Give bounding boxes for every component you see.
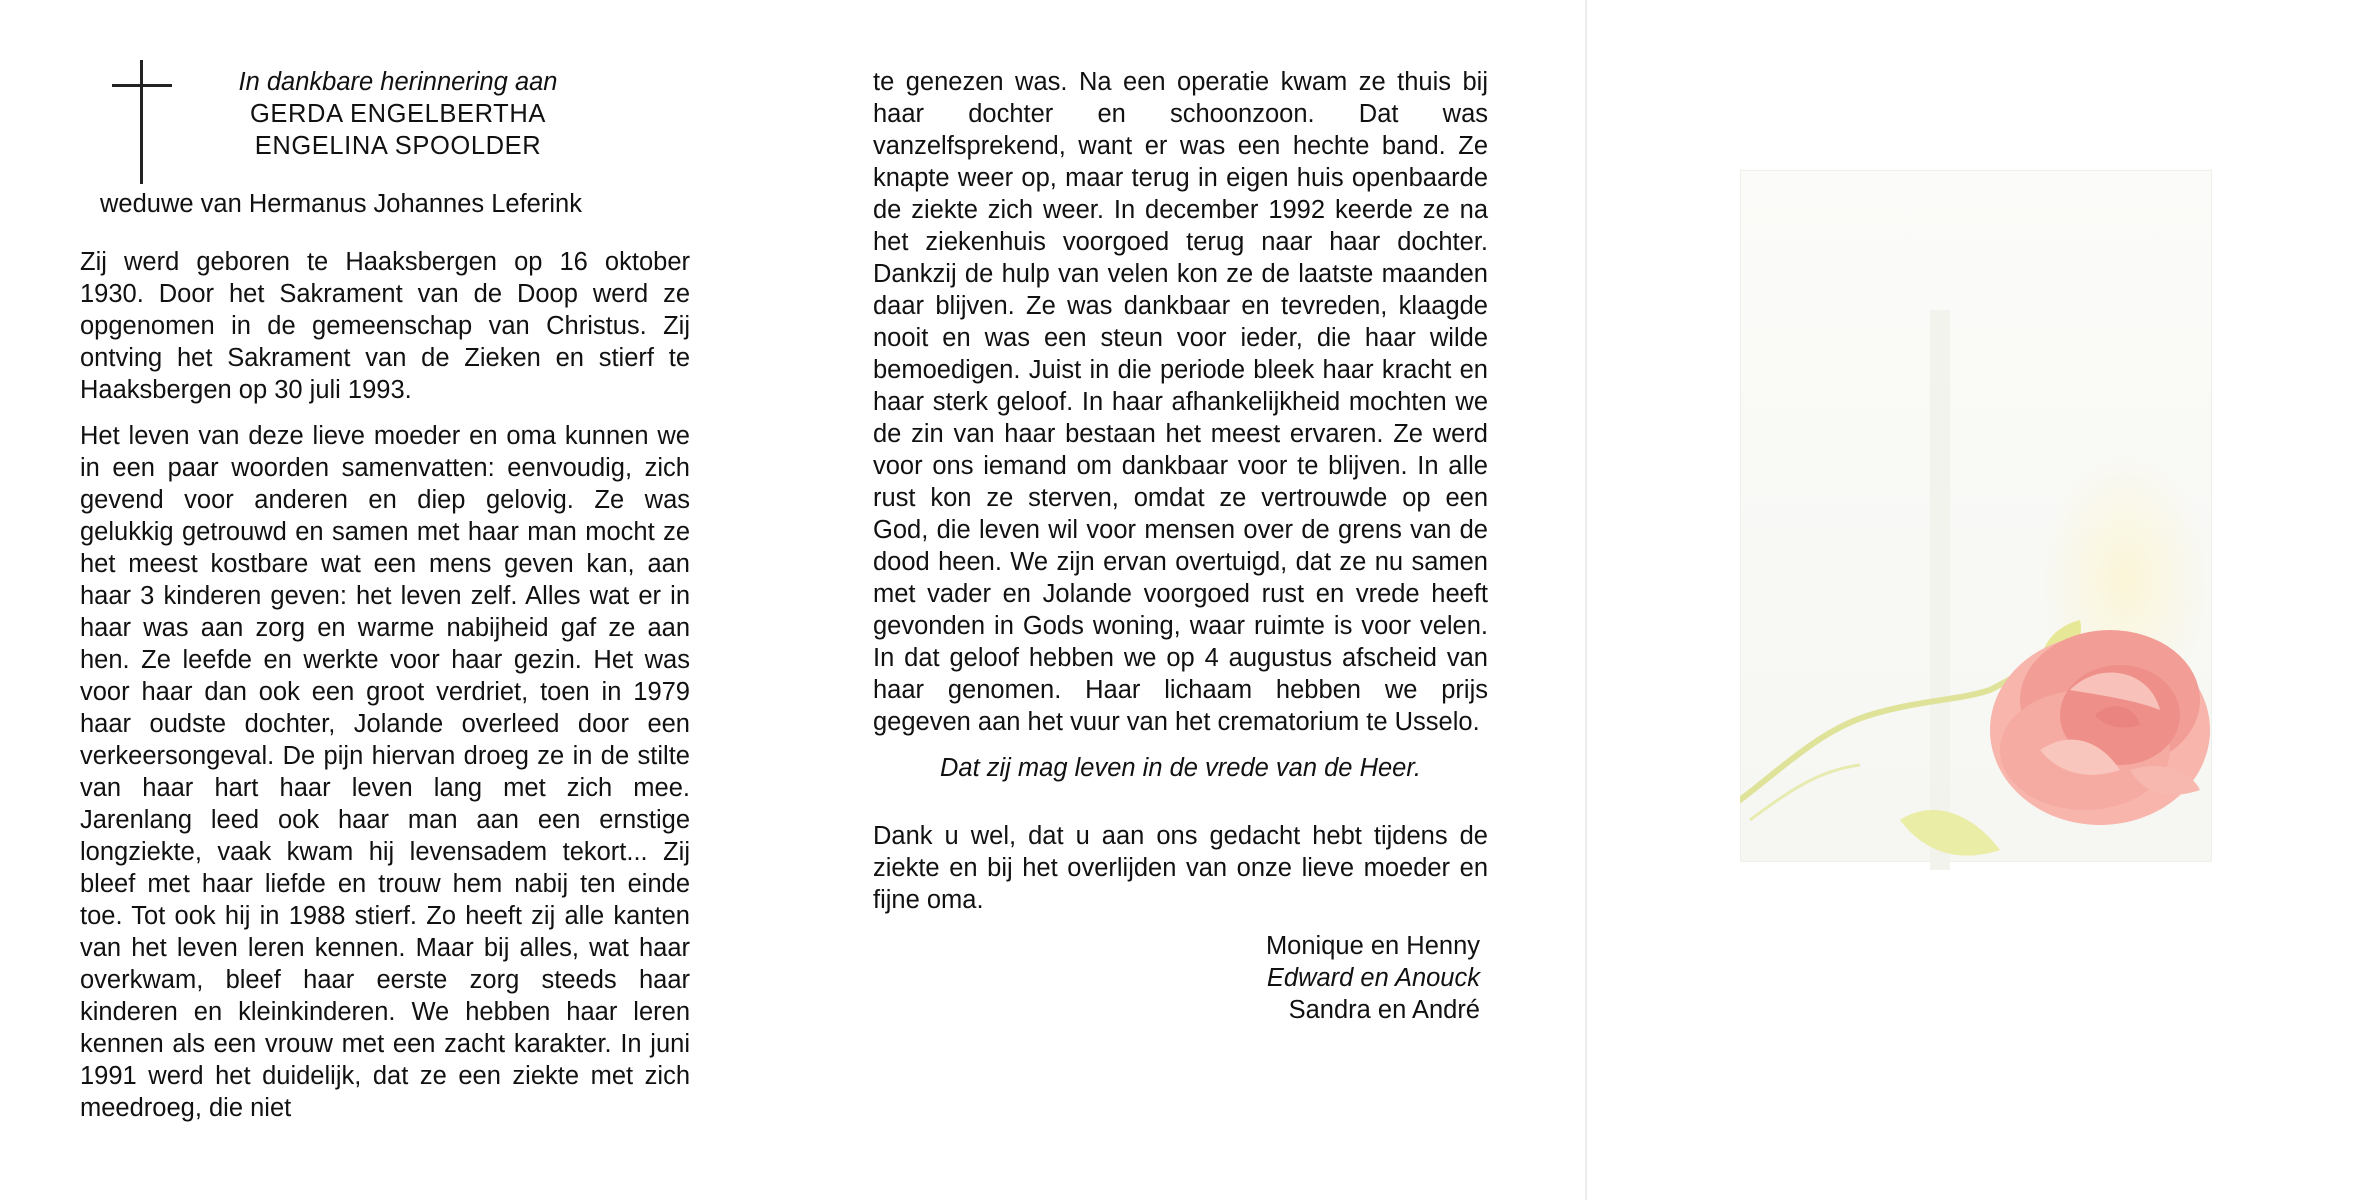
deceased-name-line1: GERDA ENGELBERTHA	[250, 100, 546, 128]
dedication-line: In dankbare herinnering aan	[238, 68, 558, 96]
widow-of-line: weduwe van Hermanus Johannes Leferink	[100, 190, 582, 218]
deceased-name-line2: ENGELINA SPOOLDER	[254, 132, 542, 160]
signatures	[873, 930, 1488, 1026]
signature-2: Edward en Anouck	[1266, 964, 1480, 992]
thanks-paragraph: Dank u wel, dat u aan ons gedacht hebt tijdens de ziekte en bij het overlijden van onze lieve moeder en fijne oma.	[873, 822, 1488, 914]
signature-1: Monique en Henny	[1265, 932, 1480, 960]
rose-icon	[1740, 170, 2220, 930]
card-illustration	[1740, 170, 2220, 930]
second-column	[873, 66, 1488, 1026]
illness-paragraph: te genezen was. Na een operatie kwam ze thuis bij haar dochter en schoonzoon. Dat was vanzelfsprekend, want er was een hechte band. Ze knapte weer op, maar terug in eigen huis openbaarde de ziekte zich weer. In december 1992 keerde ze na het ziekenhuis voorgoed terug naar haar dochter. Dankzij de hulp van velen kon ze de laatste maanden daar blijven. Ze was dankbaar en tevreden, klaagde nooit en was een steun voor ieder, die haar wilde bemoedigen. Juist in die periode bleek haar kracht en haar sterk geloof. In haar afhankelijkheid mochten we de zin van haar bestaan het meest ervaren. Ze werd voor ons iemand om dankbaar voor te blijven. In alle rust kon ze sterven, omdat ze vertrouwde op een God, die leven wil voor mensen over de grens van de dood heen. We zijn ervan overtuigd, dat ze nu samen met vader en Jolande voorgoed rust en vrede heeft gevonden in Gods woning, waar ruimte is voor velen. In dat geloof hebben we op 4 augustus afscheid van haar genomen. Haar lichaam hebben we prijs gegeven aan het vuur van het crematorium te Usselo.	[873, 68, 1488, 736]
card-fold-line	[1585, 0, 1587, 1200]
card-header	[80, 66, 690, 162]
life-paragraph: Het leven van deze lieve moeder en oma kunnen we in een paar woorden samenvatten: eenvoudig, zich gevend voor anderen en diep gelovig. Ze was gelukkig getrouwd en samen met haar man mocht ze het meest kostbare wat een mens geven kan, aan haar 3 kinderen geven: het leven zelf. Alles wat er in haar was aan zorg en warme nabijheid gaf ze aan hen. Ze leefde en werkte voor haar gezin. Het was voor haar dan ook een groot verdriet, toen in 1979 haar oudste dochter, Jolande overleed door een verkeersongeval. De pijn hiervan droeg ze in de stilte van haar hart haar leven lang met zich mee. Jarenlang leed ook haar man aan een ernstige longziekte, vaak kwam hij levensadem tekort... Zij bleef met haar liefde en trouw hem nabij ten einde toe. Tot ook hij in 1988 stierf. Zo heeft zij alle kanten van het leven leren kennen. Maar bij alles, wat haar overkwam, bleef haar eerste zorg steeds haar kinderen en kleinkinderen. We hebben haar leren kennen als een vrouw met een zacht karakter. In juni 1991 werd het duidelijk, dat ze een ziekte met zich meedroeg, die niet	[80, 422, 690, 1122]
signature-3: Sandra en André	[1288, 996, 1480, 1024]
closing-prayer: Dat zij mag leven in de vrede van de Heer.	[940, 754, 1421, 782]
birth-paragraph: Zij werd geboren te Haaksbergen op 16 oktober 1930. Door het Sakrament van de Doop werd ze opgenomen in de gemeenschap van Christus. Zij ontving het Sakrament van de Zieken en stierf te Haaksbergen op 30 juli 1993.	[80, 248, 690, 404]
